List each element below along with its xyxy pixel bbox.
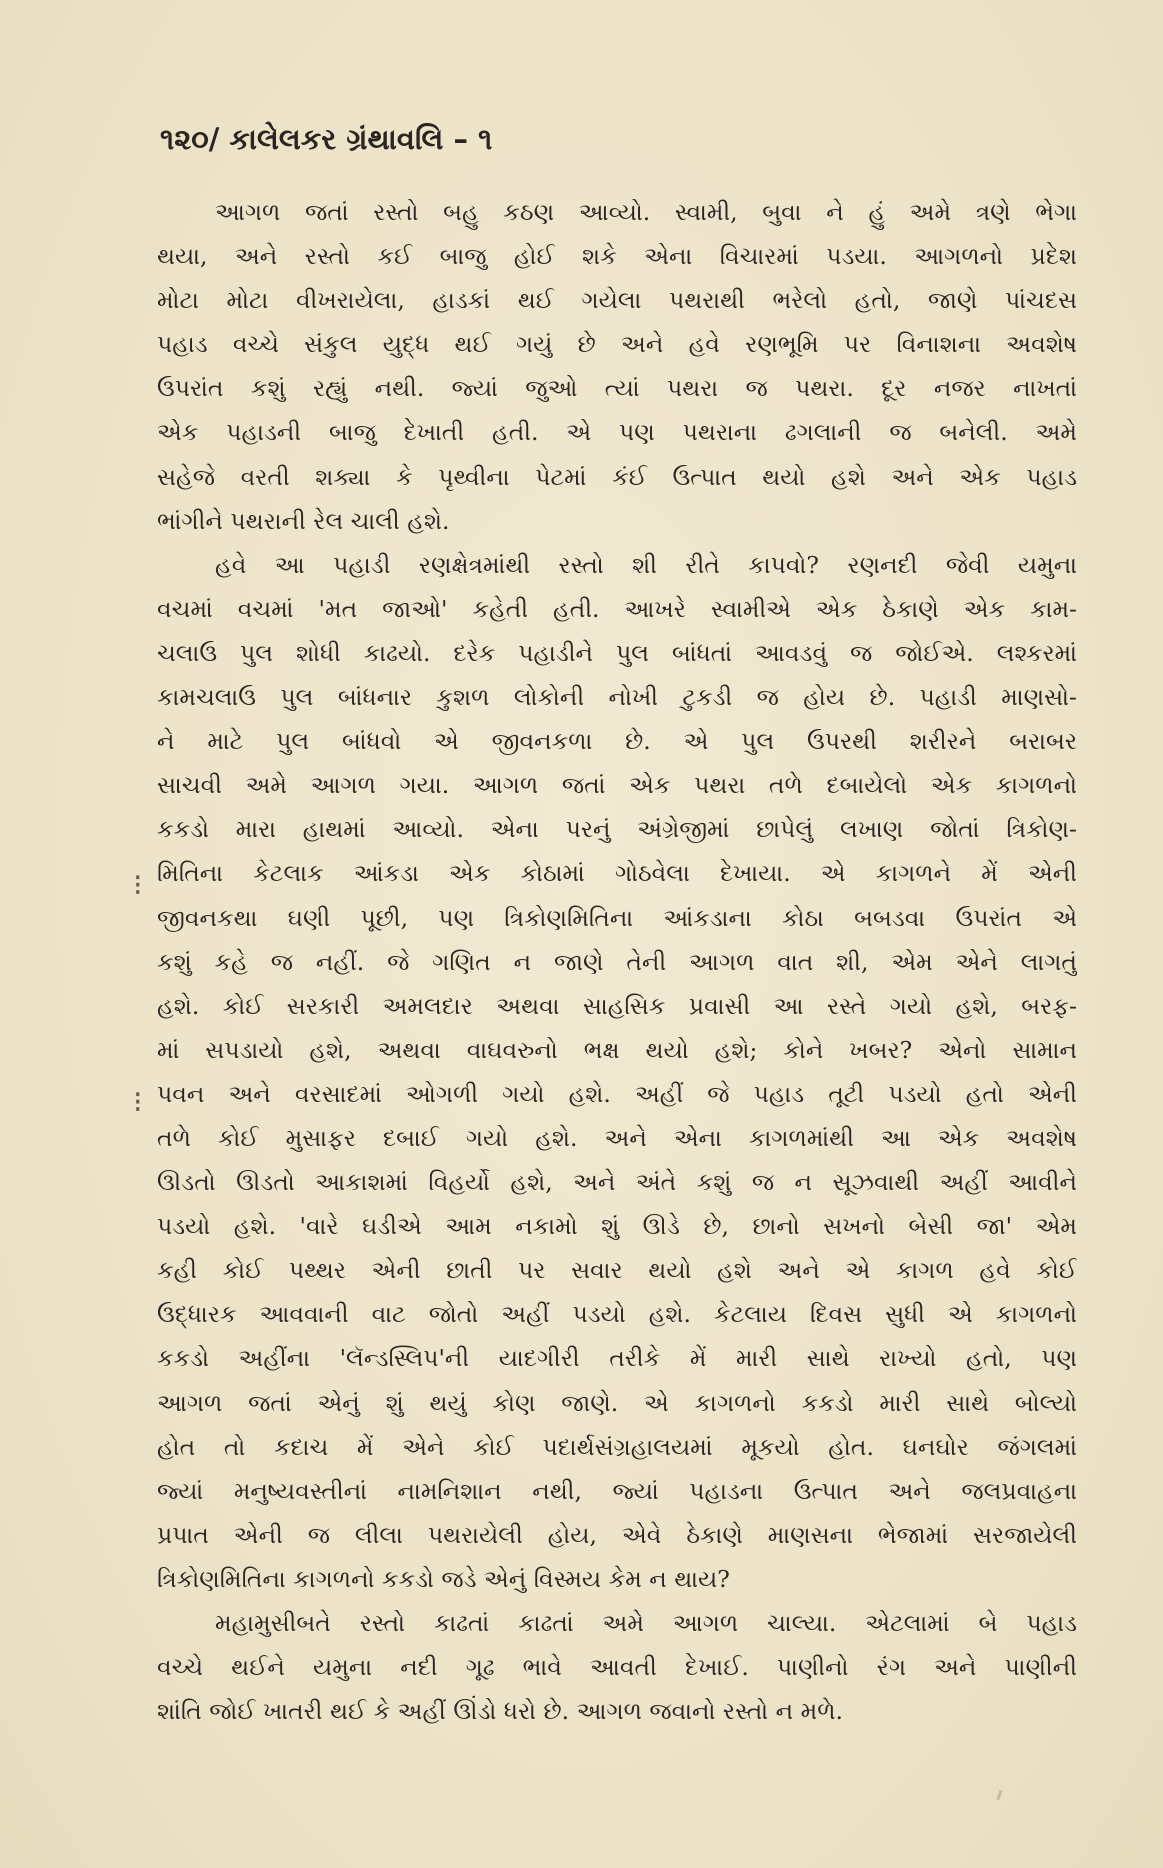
text-line: આગળ જતાં એનું શું થયું કોણ જાણે. એ કાગળનો કકડો મારી સાથે બોલ્યો [157, 1388, 1077, 1417]
text-line: જીવનકથા ઘણી પૂછી, પણ ત્રિકોણમિતિના આંકડાના કોઠા બબડવા ઉપરાંત એ [157, 903, 1077, 932]
text-line: પવન અને વરસાદમાં ઓગળી ગયો હશે. અહીં જે પહાડ તૂટી પડયો હતો એની [157, 1079, 1077, 1108]
text-line: કકડો મારા હાથમાં આવ્યો. એના પરનું અંગ્રેજીમાં છાપેલું લખાણ જોતાં ત્રિકોણ- [157, 815, 1077, 844]
text-line: થયા, અને રસ્તો કઈ બાજુ હોઈ શકે એના વિચારમાં પડયા. આગળનો પ્રદેશ [157, 242, 1077, 271]
text-line: કહી કોઈ પથ્થર એની છાતી પર સવાર થયો હશે અને એ કાગળ હવે કોઈ [157, 1256, 1077, 1285]
paragraph-1 [157, 190, 1077, 543]
text-line: ઉદ્ધારક આવવાની વાટ જોતો અહીં પડયો હશે. કેટલાય દિવસ સુધી એ કાગળનો [157, 1300, 1077, 1329]
text-line: સહેજે વરતી શક્યા કે પૃથ્વીના પેટમાં કંઈ ઉત્પાત થયો હશે અને એક પહાડ [157, 462, 1077, 491]
text-line: ભાંગીને પથરાની રેલ ચાલી હશે. [157, 506, 450, 535]
text-line: ને માટે પુલ બાંધવો એ જીવનકળા છે. એ પુલ ઉપરથી શરીરને બરાબર [157, 727, 1077, 756]
text-line: કામચલાઉ પુલ બાંધનાર કુશળ લોકોની નોખી ટુકડી જ હોય છે. પહાડી માણસો- [157, 683, 1077, 712]
text-line: મોટા મોટા વીખરાયેલા, હાડકાં થઈ ગયેલા પથરાથી ભરેલો હતો, જાણે પાંચદસ [157, 286, 1077, 315]
running-head: ૧૨૦/ કાલેલકર ગ્રંથાવલિ – ૧ [160, 122, 493, 156]
text-line: વચ્ચે થઈને યમુના નદી ગૂઢ ભાવે આવતી દેખાઈ. પાણીનો રંગ અને પાણીની [157, 1653, 1077, 1682]
text-line: તળે કોઈ મુસાફર દબાઈ ગયો હશે. અને એના કાગળમાંથી આ એક અવશેષ [157, 1123, 1077, 1152]
text-line: હશે. કોઈ સરકારી અમલદાર અથવા સાહસિક પ્રવાસી આ રસ્તે ગયો હશે, બરફ- [157, 991, 1077, 1020]
text-line: સાચવી અમે આગળ ગયા. આગળ જતાં એક પથરા તળે દબાયેલો એક કાગળનો [157, 771, 1077, 800]
text-line: હવે આ પહાડી રણક્ષેત્રમાંથી રસ્તો શી રીતે કાપવો? રણનદી જેવી યમુના [215, 550, 1077, 579]
text-line: કકડો અહીંના 'લૅન્ડસ્લિપ'ની યાદગીરી તરીકે મેં મારી સાથે રાખ્યો હતો, પણ [157, 1344, 1077, 1373]
paragraph-2 [157, 543, 1077, 1601]
text-line: વચમાં વચમાં 'મત જાઓ' કહેતી હતી. આખરે સ્વામીએ એક ઠેકાણે એક કામ- [157, 594, 1077, 623]
text-line: પહાડ વચ્ચે સંકુલ યુદ્ધ થઈ ગયું છે અને હવે રણભૂમિ પર વિનાશના અવશેષ [157, 330, 1077, 359]
text-line: માં સપડાયો હશે, અથવા વાઘવરુનો ભક્ષ થયો હશે; કોને ખબર? એનો સામાન [157, 1035, 1077, 1064]
text-line: આગળ જતાં રસ્તો બહુ કઠણ આવ્યો. સ્વામી, બુવા ને હું અમે ત્રણે ભેગા [215, 198, 1077, 226]
text-line: પડયો હશે. 'વારે ઘડીએ આમ નકામો શું ઊડે છે, છાનો સખનો બેસી જા' એમ [157, 1212, 1077, 1241]
text-line: ચલાઉ પુલ શોધી કાઢયો. દરેક પહાડીને પુલ બાંધતાં આવડવું જ જોઈએ. લશ્કરમાં [157, 638, 1077, 667]
text-line: કશું કહે જ નહીં. જે ગણિત ન જાણે તેની આગળ વાત શી, એમ એને લાગતું [157, 947, 1077, 976]
text-line: ઉપરાંત કશું રહ્યું નથી. જ્યાં જુઓ ત્યાં પથરા જ પથરા. દૂર નજર નાખતાં [157, 374, 1077, 403]
text-line: મહામુસીબતે રસ્તો કાઢતાં કાઢતાં અમે આગળ ચાલ્યા. એટલામાં બે પહાડ [215, 1609, 1077, 1637]
margin-pencil-mark: ⁝ [133, 868, 143, 903]
paper-speck [996, 1790, 1002, 1800]
paragraph-3 [157, 1601, 1077, 1733]
text-line: એક પહાડની બાજુ દેખાતી હતી. એ પણ પથરાના ઢગલાની જ બનેલી. અમે [157, 418, 1077, 447]
text-line: શાંતિ જોઈ ખાતરી થઈ કે અહીં ઊંડો ધરો છે. આગળ જવાનો રસ્તો ન મળે. [157, 1697, 843, 1726]
body-text [157, 190, 1077, 1733]
text-line: મિતિના કેટલાક આંકડા એક કોઠામાં ગોઠવેલા દેખાયા. એ કાગળને મેં એની [157, 859, 1077, 888]
text-line: જ્યાં મનુષ્યવસ્તીનાં નામનિશાન નથી, જ્યાં પહાડના ઉત્પાત અને જલપ્રવાહના [157, 1476, 1077, 1505]
text-line: ત્રિકોણમિતિના કાગળનો કકડો જડે એનું વિસ્મય કેમ ન થાય? [157, 1564, 730, 1593]
margin-pencil-mark: ⁝ [133, 1085, 143, 1120]
text-line: હોત તો કદાચ મેં એને કોઈ પદાર્થસંગ્રહાલયમાં મૂકયો હોત. ઘનઘોર જંગલમાં [157, 1432, 1077, 1461]
text-line: પ્રપાત એની જ લીલા પથરાયેલી હોય, એવે ઠેકાણે માણસના ભેજામાં સરજાયેલી [157, 1520, 1077, 1549]
text-line: ઊડતો ઊડતો આકાશમાં વિહર્યો હશે, અને અંતે કશું જ ન સૂઝવાથી અહીં આવીને [157, 1168, 1077, 1197]
